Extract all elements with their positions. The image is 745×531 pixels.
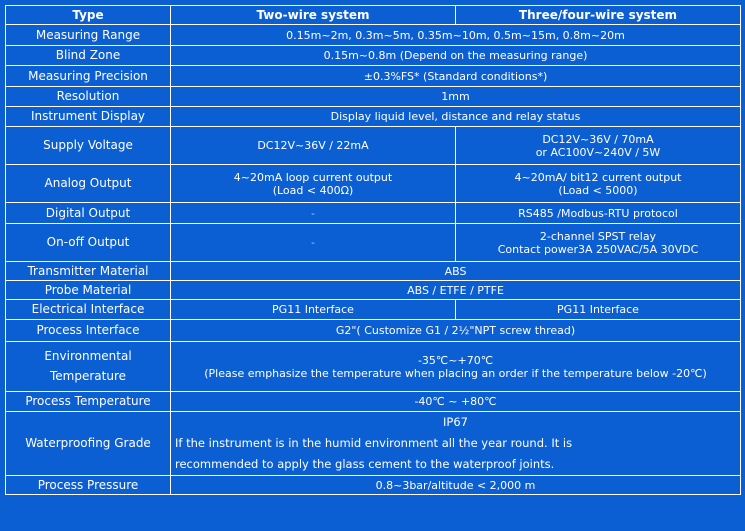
row-process-pressure (6, 476, 741, 495)
analog-output-two-line2: (Load < 400Ω) (272, 183, 354, 197)
row-probe-material (6, 281, 741, 300)
onoff-output-three-line1: 2-channel SPST relay (539, 229, 657, 243)
row-transmitter-material (6, 262, 741, 281)
value-analog-output-two-wire (171, 165, 456, 203)
value-digital-output-three-wire: RS485 /Modbus-RTU protocol (456, 203, 741, 224)
value-supply-voltage-three-wire (456, 127, 741, 165)
label-process-temperature: Process Temperature (6, 392, 171, 412)
label-waterproofing-grade: Waterproofing Grade (6, 412, 171, 476)
label-onoff-output: On-off Output (6, 224, 171, 262)
value-instrument-display: Display liquid level, distance and relay status (171, 107, 741, 127)
row-supply-voltage (6, 127, 741, 165)
label-blind-zone: Blind Zone (6, 46, 171, 66)
value-process-temperature: -40℃ ~ +80℃ (171, 392, 741, 412)
label-transmitter-material: Transmitter Material (6, 262, 171, 281)
value-process-pressure: 0.8~3bar/altitude < 2,000 m (171, 476, 741, 495)
row-instrument-display (6, 107, 741, 127)
value-measuring-precision: ±0.3%FS* (Standard conditions*) (171, 66, 741, 87)
waterproofing-note-line2: recommended to apply the glass cement to the waterproof joints. (175, 457, 555, 471)
value-resolution: 1mm (171, 87, 741, 107)
environmental-temperature-label-line2: Temperature (49, 369, 126, 383)
row-environmental-temperature (6, 342, 741, 392)
header-three-four-wire: Three/four-wire system (456, 6, 741, 25)
analog-output-three-line1: 4~20mA/ bit12 current output (514, 170, 682, 184)
label-environmental-temperature (6, 342, 171, 392)
analog-output-two-line1: 4~20mA loop current output (233, 170, 393, 184)
row-process-interface (6, 320, 741, 342)
value-process-interface: G2"( Customize G1 / 2½"NPT screw thread) (171, 320, 741, 342)
value-supply-voltage-two-wire: DC12V~36V / 22mA (171, 127, 456, 165)
supply-voltage-three-line2: or AC100V~240V / 5W (535, 145, 661, 159)
row-measuring-precision (6, 66, 741, 87)
environmental-temperature-note: (Please emphasize the temperature when placing an order if the temperature below -20℃) (204, 366, 707, 380)
analog-output-three-line2: (Load < 5000) (558, 183, 638, 197)
header-two-wire: Two-wire system (171, 6, 456, 25)
value-electrical-interface-two-wire: PG11 Interface (171, 300, 456, 320)
label-process-interface: Process Interface (6, 320, 171, 342)
label-analog-output: Analog Output (6, 165, 171, 203)
value-onoff-output-three-wire (456, 224, 741, 262)
label-supply-voltage: Supply Voltage (6, 127, 171, 165)
row-measuring-range (6, 25, 741, 46)
value-analog-output-three-wire (456, 165, 741, 203)
row-waterproofing-grade (6, 412, 741, 476)
specification-table (5, 5, 741, 495)
value-environmental-temperature (171, 342, 741, 392)
label-digital-output: Digital Output (6, 203, 171, 224)
header-type: Type (6, 6, 171, 25)
onoff-output-three-line2: Contact power3A 250VAC/5A 30VDC (497, 242, 699, 256)
row-process-temperature (6, 392, 741, 412)
environmental-temperature-label-line1: Environmental (44, 349, 132, 363)
value-blind-zone: 0.15m~0.8m (Depend on the measuring range) (171, 46, 741, 66)
waterproofing-note-line1: If the instrument is in the humid environment all the year round. It is (175, 436, 573, 450)
value-digital-output-two-wire: - (171, 203, 456, 224)
row-onoff-output (6, 224, 741, 262)
value-electrical-interface-three-wire: PG11 Interface (456, 300, 741, 320)
label-resolution: Resolution (6, 87, 171, 107)
value-waterproofing-grade (171, 412, 741, 476)
label-process-pressure: Process Pressure (6, 476, 171, 495)
row-blind-zone (6, 46, 741, 66)
environmental-temperature-range: -35℃~+70℃ (417, 353, 494, 367)
waterproofing-rating: IP67 (443, 415, 468, 429)
label-probe-material: Probe Material (6, 281, 171, 300)
value-probe-material: ABS / ETFE / PTFE (171, 281, 741, 300)
row-digital-output (6, 203, 741, 224)
table-header-row (6, 6, 741, 25)
row-electrical-interface (6, 300, 741, 320)
label-measuring-precision: Measuring Precision (6, 66, 171, 87)
row-resolution (6, 87, 741, 107)
label-electrical-interface: Electrical Interface (6, 300, 171, 320)
value-measuring-range: 0.15m~2m, 0.3m~5m, 0.35m~10m, 0.5m~15m, 0.8m~20m (171, 25, 741, 46)
value-transmitter-material: ABS (171, 262, 741, 281)
supply-voltage-three-line1: DC12V~36V / 70mA (542, 132, 654, 146)
label-measuring-range: Measuring Range (6, 25, 171, 46)
value-onoff-output-two-wire: - (171, 224, 456, 262)
label-instrument-display: Instrument Display (6, 107, 171, 127)
row-analog-output (6, 165, 741, 203)
